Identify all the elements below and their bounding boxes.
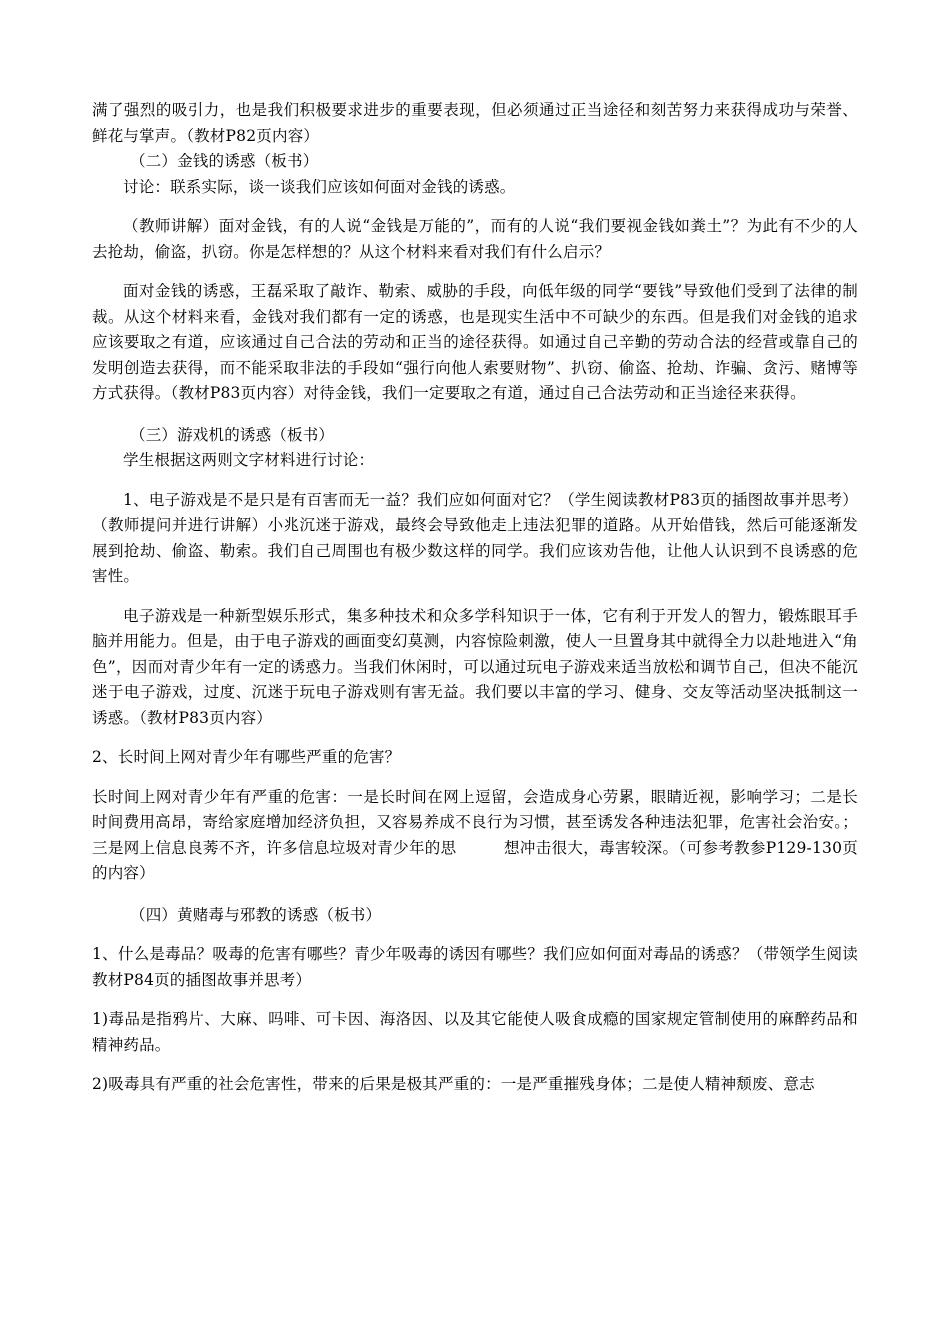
paragraph-drugs-question-1: 1、什么是毒品？吸毒的危害有哪些？青少年吸毒的诱因有哪些？我们应如何面对毒品的诱惑？（带领学生阅读教材P84页的插图故事并思考） (92, 945, 858, 989)
paragraph-drugs-harm: 2)吸毒具有严重的社会危害性，带来的后果是极其严重的：一是严重摧残身体；二是使人精神颓废、意志 (92, 1075, 815, 1093)
paragraph-game-question-1: 1、电子游戏是不是只是有百害而无一益？我们应如何面对它？（学生阅读教材P83页的插图故事并思考）（教师提问并进行讲解）小兆沉迷于游戏，最终会导致他走上违法犯罪的道路。从开始借钱，然后可能逐渐发展到抢劫、偷盗、勒索。我们自己周围也有极少数这样的同学。我们应该劝告他，让他人认识到不良诱惑的危害性。 (92, 490, 858, 585)
paragraph-internet-harms: 长时间上网对青少年有严重的危害：一是长时间在网上逗留，会造成身心劳累，眼睛近视，影响学习；二是长时间费用高昂，寄给家庭增加经济负担，又容易养成不良行为习惯，甚至诱发各种违法犯罪，危害社会治安。；三是网上信息良莠不齐，许多信息垃圾对青少年的思 想冲击很大，毒害较深。（可参考教参P129-130页的内容） (92, 787, 858, 882)
heading-money-temptation: （二）金钱的诱惑（板书） (130, 152, 319, 170)
document-page (92, 98, 858, 1098)
paragraph-drugs-definition: 1)毒品是指鸦片、大麻、吗啡、可卡因、海洛因、以及其它能使人吸食成瘾的国家规定管制使用的麻醉药品和精神药品。 (92, 1010, 858, 1054)
paragraph-internet-question-2: 2、长时间上网对青少年有哪些严重的危害？ (92, 748, 401, 766)
paragraph-game-discussion: 学生根据这两则文字材料进行讨论： (123, 451, 375, 469)
paragraph-wanglei-case: 面对金钱的诱惑，王磊采取了敲诈、勒索、威胁的手段，向低年级的同学“要钱”导致他们受到了法律的制裁。从这个材料来看，金钱对我们都有一定的诱惑，也是现实生活中不可缺少的东西。但是我们对金钱的追求应该要取之有道，应该通过自己合法的劳动和正当的途径获得。如通过自己辛勤的劳动合法的经营或靠自己的发明创造去获得，而不能采取非法的手段如“强行向他人索要财物”、扒窃、偷盗、抢劫、诈骗、贪污、赌博等方式获得。（教材P83页内容）对待金钱，我们一定要取之有道，通过自己合法劳动和正当途径来获得。 (92, 282, 858, 402)
paragraph-teacher-explanation: （教师讲解）面对金钱，有的人说“金钱是万能的”，而有的人说“我们要视金钱如粪土”？为此有不少的人去抢劫，偷盗，扒窃。你是怎样想的？从这个材料来看对我们有什么启示？ (92, 217, 858, 261)
paragraph-electronic-games: 电子游戏是一种新型娱乐形式，集多种技术和众多学科知识于一体，它有利于开发人的智力，锻炼眼耳手脑并用能力。但是，由于电子游戏的画面变幻莫测，内容惊险刺激，使人一旦置身其中就得全力以赴地进入“角色”，因而对青少年有一定的诱惑力。当我们休闲时，可以通过玩电子游戏来适当放松和调节自己，但决不能沉迷于电子游戏，过度、沉迷于玩电子游戏则有害无益。我们要以丰富的学习、健身、交友等活动坚决抵制这一诱惑。（教材P83页内容） (92, 606, 858, 727)
heading-game-temptation: （三）游戏机的诱惑（板书） (130, 425, 335, 444)
paragraph-money-discussion: 讨论：联系实际，谈一谈我们应该如何面对金钱的诱惑。 (123, 177, 516, 196)
paragraph-honor: 满了强烈的吸引力，也是我们积极要求进步的重要表现，但必须通过正当途径和刻苦努力来获得成功与荣誉、鲜花与掌声。（教材P82页内容） (92, 101, 858, 145)
heading-drugs-cults-temptation: （四）黄赌毒与邪教的诱惑（板书） (130, 905, 382, 924)
